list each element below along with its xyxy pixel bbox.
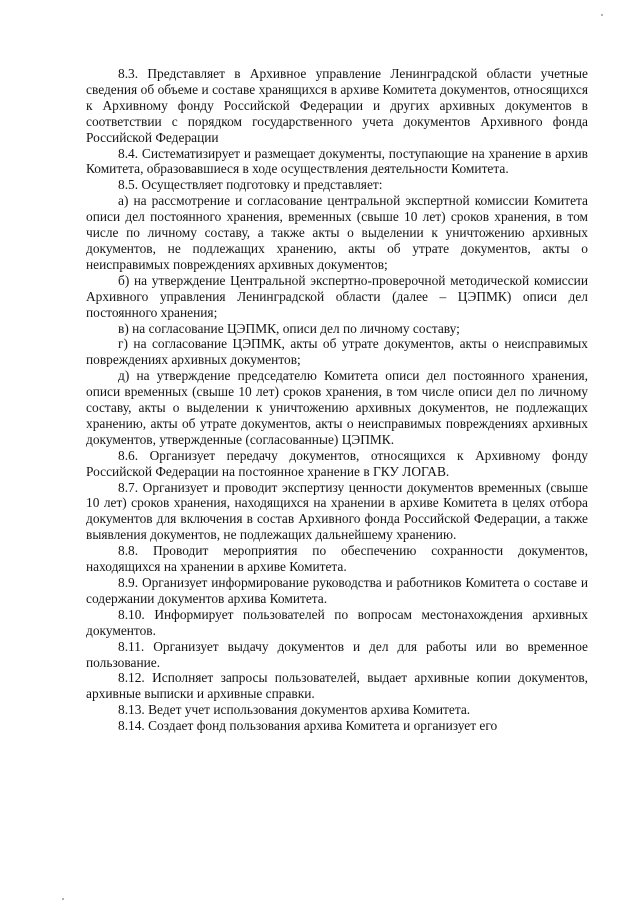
paragraph-8-7: 8.7. Организует и проводит экспертизу ценности документов временных (свыше 10 лет) сроков хранения, находящихся на хранении в архиве Комитета в целях отбора документов для включения в состав Архивного фонда Российской Федерации, а также выявления документов, не подлежащих дальнейшему хранению. (86, 479, 588, 543)
paragraph-8-5-b: б) на утверждение Центральной экспертно-проверочной методической комиссии Архивного управления Ленинградской области (далее – ЦЭПМК) описи дел постоянного хранения; (86, 272, 588, 320)
paragraph-8-5-g: г) на согласование ЦЭПМК, акты об утрате документов, акты о неисправимых повреждениях архивных документов; (86, 336, 588, 368)
paragraph-8-11: 8.11. Организует выдачу документов и дел для работы или во временное пользование. (86, 638, 588, 670)
paragraph-8-4: 8.4. Систематизирует и размещает документы, поступающие на хранение в архив Комитета, образовавшиеся в ходе осуществления деятельности Комитета. (86, 145, 588, 177)
paragraph-8-5-a: а) на рассмотрение и согласование центральной экспертной комиссии Комитета описи дел постоянного хранения, временных (свыше 10 лет) сроков хранения, в том числе по личному составу, а также акты о выделении к уничтожению архивных документов, не подлежащих хранению, акты об утрате документов, акты о неисправимых повреждениях архивных документов; (86, 193, 588, 272)
paragraph-8-5-d: д) на утверждение председателю Комитета описи дел постоянного хранения, описи временных (свыше 10 лет) сроков хранения, в том числе описи дел по личному составу, акты о выделении к уничтожению архивных документов, не подлежащих хранению, акты об утрате документов, акты о неисправимых повреждениях архивных документов, утвержденные (согласованные) ЦЭПМК. (86, 368, 588, 447)
paragraph-8-13: 8.13. Ведет учет использования документов архива Комитета. (118, 702, 471, 718)
paragraph-8-8: 8.8. Проводит мероприятия по обеспечению сохранности документов, находящихся на хранении в архиве Комитета. (86, 543, 588, 575)
scan-speck (62, 898, 64, 900)
paragraph-8-12: 8.12. Исполняет запросы пользователей, выдает архивные копии документов, архивные выписки и архивные справки. (86, 670, 588, 702)
paragraph-8-5-v: в) на согласование ЦЭПМК, описи дел по личному составу; (118, 320, 460, 336)
scan-speck (601, 14, 603, 16)
paragraph-8-5: 8.5. Осуществляет подготовку и представляет: (118, 177, 383, 193)
document-body (86, 66, 588, 734)
paragraph-8-3: 8.3. Представляет в Архивное управление Ленинградской области учетные сведения об объеме и составе хранящихся в архиве Комитета документов, относящихся к Архивному фонду Российской Федерации и других архивных документов в соответствии с порядком государственного учета документов Архивного фонда Российской Федерации (86, 66, 588, 145)
paragraph-8-14: 8.14. Создает фонд пользования архива Комитета и организует его (118, 718, 498, 734)
paragraph-8-10: 8.10. Информирует пользователей по вопросам местонахождения архивных документов. (86, 606, 588, 638)
paragraph-8-6: 8.6. Организует передачу документов, относящихся к Архивному фонду Российской Федерации на постоянное хранение в ГКУ ЛОГАВ. (86, 447, 588, 479)
paragraph-8-9: 8.9. Организует информирование руководства и работников Комитета о составе и содержании документов архива Комитета. (86, 575, 588, 606)
